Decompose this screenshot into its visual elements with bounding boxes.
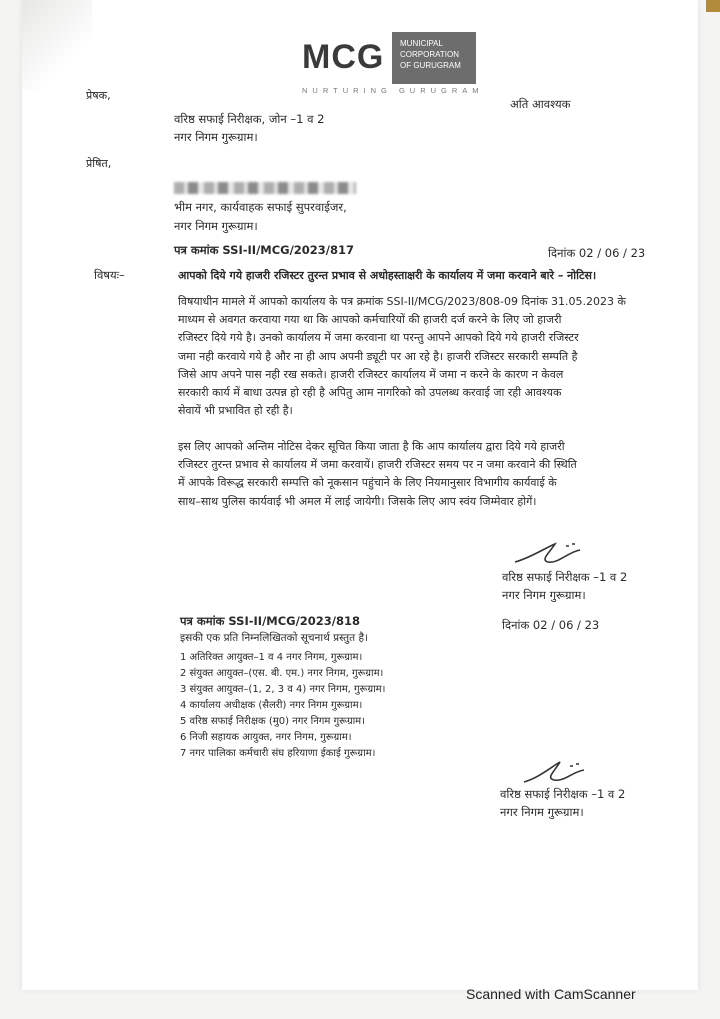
mcg-logo <box>302 30 484 100</box>
paragraph-line: रजिस्टर तुरन्त प्रभाव से कार्यालय में जमा करवायें। हाजरी रजिस्टर समय पर न जमा करवाने की स्थिति <box>178 458 577 472</box>
from-label: प्रेषक, <box>86 89 111 102</box>
signature-2-office: नगर निगम गुरूग्राम। <box>500 805 584 819</box>
signature-1-mark <box>510 540 590 570</box>
logo-box <box>392 32 476 84</box>
paragraph-line: इस लिए आपको अन्तिम नोटिस देकर सूचित किया जाता है कि आप कार्यालय द्वारा दिये गये हाजरी <box>178 440 565 453</box>
from-line-1: वरिष्ठ सफाई निरीक्षक, जोन –1 व 2 <box>174 112 325 126</box>
subject-label: विषयः– <box>94 268 125 282</box>
paragraph-line: माध्यम से अवगत करवाया गया था कि आपको कर्मचारियों की हाजरी दर्ज करने के लिए जो हाजरी <box>178 313 562 327</box>
copy-list-item: 2 संयुक्त आयुक्त–(एस. बी. एम.) नगर निगम, गुरूग्राम। <box>180 668 384 679</box>
signature-1-title: वरिष्ठ सफाई निरीक्षक –1 व 2 <box>502 570 628 584</box>
paper-fold-shadow <box>22 0 92 90</box>
copy-list-item: 6 निजी सहायक आयुक्त, नगर निगम, गुरूग्राम। <box>180 732 352 743</box>
scanner-watermark: Scanned with CamScanner <box>466 986 636 1002</box>
paragraph-line: सेवायें भी प्रभावित हो रही है। <box>178 404 293 418</box>
from-line-2: नगर निगम गुरूग्राम। <box>174 130 258 144</box>
signature-2-title: वरिष्ठ सफाई निरीक्षक –1 व 2 <box>500 787 626 801</box>
copy-intro: इसकी एक प्रति निम्नलिखितको सूचनार्थ प्रस्तुत है। <box>180 632 369 644</box>
edge-mark <box>706 0 720 12</box>
logo-line-1: MUNICIPAL <box>400 39 443 48</box>
priority-note: अति आवश्यक <box>510 97 571 111</box>
body-paragraph-2 <box>178 438 678 511</box>
copy-list-item: 1 अतिरिक्त आयुक्त–1 व 4 नगर निगम, गुरूग्राम। <box>180 652 363 663</box>
logo-mark: MCG <box>302 38 385 76</box>
paragraph-line: जिसे आप अपने पास नही रख सकते। हाजरी रजिस्टर कार्यालय में जमा न करने के कारण न केवल <box>178 367 564 381</box>
to-label: प्रेषित, <box>86 157 112 170</box>
to-line-3: नगर निगम गुरूग्राम। <box>174 219 258 233</box>
copy-list-item: 7 नगर पालिका कर्मचारी संघ हरियाणा ईकाई गुरूग्राम। <box>180 748 376 759</box>
signature-2-mark <box>520 758 590 788</box>
paragraph-line: जमा नही करवाये गये है और ना ही आप अपनी ड्यूटी पर आ रहे है। हाजरी रजिस्टर सरकारी सम्पति है <box>178 349 578 363</box>
logo-line-3: OF GURUGRAM <box>400 61 461 70</box>
copy-date: दिनांक 02 / 06 / 23 <box>502 618 600 632</box>
body-paragraph-1 <box>178 293 678 420</box>
paragraph-line: विषयाधीन मामले में आपको कार्यालय के पत्र क्रमांक SSI-II/MCG/2023/808-09 दिनांक 31.05.2023 के <box>178 295 626 308</box>
logo-tagline: NURTURING GURUGRAM <box>302 86 484 95</box>
signature-1-office: नगर निगम गुरूग्राम। <box>502 588 586 602</box>
letter-date: दिनांक 02 / 06 / 23 <box>548 246 646 260</box>
redacted-name <box>174 182 356 194</box>
copy-list-item: 5 वरिष्ठ सफाई निरीक्षक (मु0) नगर निगम गुरूग्राम। <box>180 716 365 727</box>
paragraph-line: साथ–साथ पुलिस कार्यवाई भी अमल में लाई जायेगी। जिसके लिए आप स्वंय जिम्मेवार होगें। <box>178 494 537 508</box>
copy-letter-number: पत्र कमांक SSI-II/MCG/2023/818 <box>180 614 360 628</box>
copy-list-item: 3 संयुक्त आयुक्त–(1, 2, 3 व 4) नगर निगम, गुरूग्राम। <box>180 684 386 695</box>
logo-line-2: CORPORATION <box>400 50 459 59</box>
copy-list-item: 4 कार्यालय अधीक्षक (सैलरी) नगर निगम गुरूग्राम। <box>180 700 363 711</box>
paragraph-line: सरकारी कार्य में बाधा उत्पन्न हो रही है अपितु आम नागरिको को उपलब्ध करवाई जा रही आवश्यक <box>178 386 562 400</box>
paragraph-line: रजिस्टर दिये गये है। उनको कार्यालय में जमा करवाना था परन्तु आपने आपको दिये गये हाजरी रजिस्टर <box>178 331 579 345</box>
paragraph-line: में आपके विरूद्ध सरकारी सम्पत्ति को नूकसान पहुंचाने के लिए नियमानुसार विभागीय कार्यवाई के <box>178 476 557 490</box>
letter-number: पत्र कमांक SSI-II/MCG/2023/817 <box>174 243 354 257</box>
to-line-2: भीम नगर, कार्यवाहक सफाई सुपरवाईजर, <box>174 200 347 214</box>
subject-text: आपको दिये गये हाजरी रजिस्टर तुरन्त प्रभाव से अधोहस्ताक्षरी के कार्यालय में जमा करवाने बारे – नोटिस। <box>178 269 597 282</box>
